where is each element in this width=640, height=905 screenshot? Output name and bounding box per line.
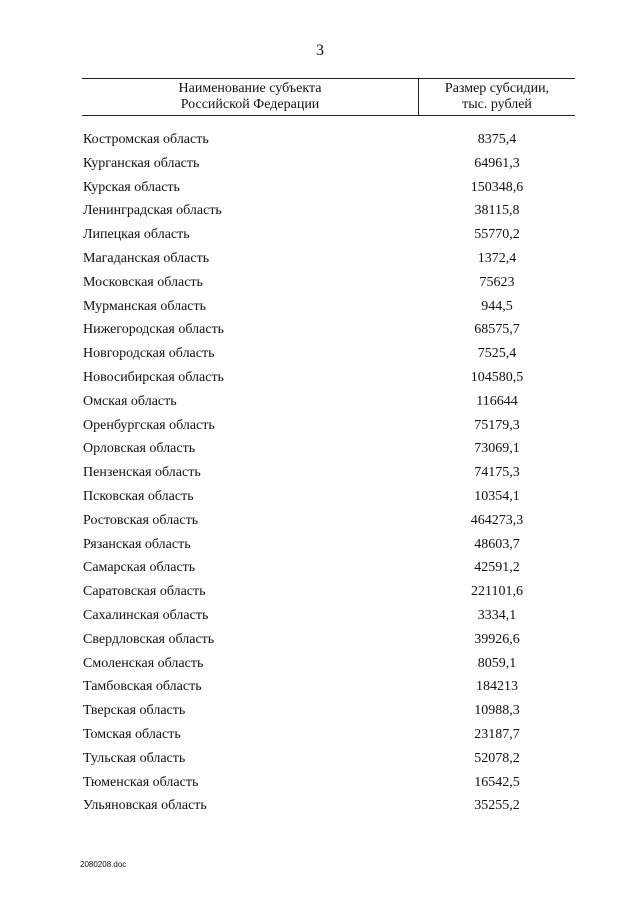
- table-row: [0, 177, 640, 201]
- subsidy-amount: 104580,5: [470, 369, 524, 385]
- subsidy-amount: 74175,3: [474, 465, 520, 481]
- subject-name: Псковская область: [83, 488, 194, 504]
- subsidy-amount: 7525,4: [477, 346, 517, 362]
- subsidy-amount: 221101,6: [471, 584, 523, 600]
- subject-name: Самарская область: [83, 560, 196, 576]
- table-row: [0, 795, 640, 819]
- subsidy-amount: 39926,6: [474, 631, 520, 647]
- subject-name: Нижегородская область: [83, 322, 225, 338]
- subsidy-amount: 75179,3: [474, 417, 520, 433]
- subject-name: Оренбургская область: [83, 417, 215, 433]
- table-row: [0, 462, 640, 486]
- subsidy-amount: 116644: [476, 393, 518, 409]
- subsidy-amount: 35255,2: [474, 798, 520, 814]
- document-reference: 2080208.doc: [80, 860, 127, 869]
- subsidy-amount: 184213: [476, 679, 518, 695]
- table-row: [0, 129, 640, 153]
- table-row: [0, 391, 640, 415]
- subsidy-amount: 1372,4: [477, 250, 517, 266]
- subject-name: Саратовская область: [83, 584, 206, 600]
- table-body: [0, 129, 640, 819]
- subsidy-amount: 55770,2: [474, 227, 520, 243]
- subject-name: Новосибирская область: [83, 369, 224, 385]
- header-subject-name-line2: Российской Федерации: [180, 97, 320, 112]
- subsidy-amount: 38115,8: [474, 203, 520, 219]
- subsidy-amount: 68575,7: [474, 322, 520, 338]
- table-header: [82, 78, 575, 116]
- page-number: 3: [316, 42, 324, 59]
- subsidy-amount: 10988,3: [474, 703, 520, 719]
- subject-name: Курская область: [83, 179, 180, 195]
- subject-name: Тульская область: [83, 750, 186, 766]
- subject-name: Свердловская область: [83, 631, 215, 647]
- subject-name: Тюменская область: [83, 774, 199, 790]
- table-row: [0, 200, 640, 224]
- subject-name: Орловская область: [83, 441, 196, 457]
- subject-name: Ульяновская область: [83, 798, 207, 814]
- subsidy-amount: 10354,1: [474, 488, 520, 504]
- subject-name: Омская область: [83, 393, 177, 409]
- subject-name: Ленинградская область: [83, 203, 222, 219]
- subsidy-amount: 52078,2: [474, 750, 520, 766]
- subject-name: Пензенская область: [83, 465, 201, 481]
- subject-name: Костромская область: [83, 132, 209, 147]
- subject-name: Новгородская область: [83, 346, 215, 362]
- subject-name: Тверская область: [83, 703, 186, 719]
- table-row: [0, 629, 640, 653]
- table-row: [0, 700, 640, 724]
- subsidy-amount: 73069,1: [474, 441, 520, 457]
- subsidy-amount: 464273,3: [470, 512, 524, 528]
- subsidy-amount: 944,5: [481, 298, 513, 314]
- table-row: [0, 415, 640, 439]
- table-row: [0, 748, 640, 772]
- subsidy-amount: 42591,2: [474, 560, 520, 576]
- table-row: [0, 248, 640, 272]
- header-subsidy-amount: [419, 81, 575, 113]
- table-row: [0, 224, 640, 248]
- table-row: [0, 153, 640, 177]
- subsidy-amount: 150348,6: [470, 179, 524, 195]
- subject-name: Тамбовская область: [83, 679, 202, 695]
- table-row: [0, 296, 640, 320]
- subsidy-amount: 64961,3: [474, 155, 520, 171]
- subject-name: Томская область: [83, 726, 181, 742]
- header-subsidy-amount-line2: тыс. рублей: [462, 97, 532, 112]
- table-row: [0, 510, 640, 534]
- subject-name: Московская область: [83, 274, 203, 290]
- header-subject-name: [82, 81, 418, 113]
- table-row: [0, 367, 640, 391]
- table-row: [0, 676, 640, 700]
- subsidy-amount: 16542,5: [474, 774, 520, 790]
- subject-name: Смоленская область: [83, 655, 204, 671]
- subject-name: Магаданская область: [83, 250, 210, 266]
- subsidy-amount: 8375,4: [477, 132, 517, 147]
- subsidy-amount: 75623: [479, 274, 515, 290]
- subsidy-amount: 3334,1: [477, 607, 517, 623]
- subject-name: Курганская область: [83, 155, 200, 171]
- header-subsidy-amount-line1: Размер субсидии,: [444, 81, 550, 96]
- table-row: [0, 438, 640, 462]
- subject-name: Мурманская область: [83, 298, 207, 314]
- table-row: [0, 486, 640, 510]
- table-row: [0, 581, 640, 605]
- subsidy-amount: 48603,7: [474, 536, 520, 552]
- table-row: [0, 724, 640, 748]
- subsidy-amount: 23187,7: [474, 726, 520, 742]
- subject-name: Рязанская область: [83, 536, 191, 552]
- table-row: [0, 534, 640, 558]
- subject-name: Ростовская область: [83, 512, 199, 528]
- header-subject-name-line1: Наименование субъекта: [178, 81, 322, 96]
- subject-name: Липецкая область: [83, 227, 190, 243]
- table-row: [0, 605, 640, 629]
- subject-name: Сахалинская область: [83, 607, 209, 623]
- table-row: [0, 772, 640, 796]
- table-row: [0, 272, 640, 296]
- subsidy-amount: 8059,1: [477, 655, 517, 671]
- table-row: [0, 343, 640, 367]
- table-row: [0, 653, 640, 677]
- table-row: [0, 319, 640, 343]
- table-row: [0, 557, 640, 581]
